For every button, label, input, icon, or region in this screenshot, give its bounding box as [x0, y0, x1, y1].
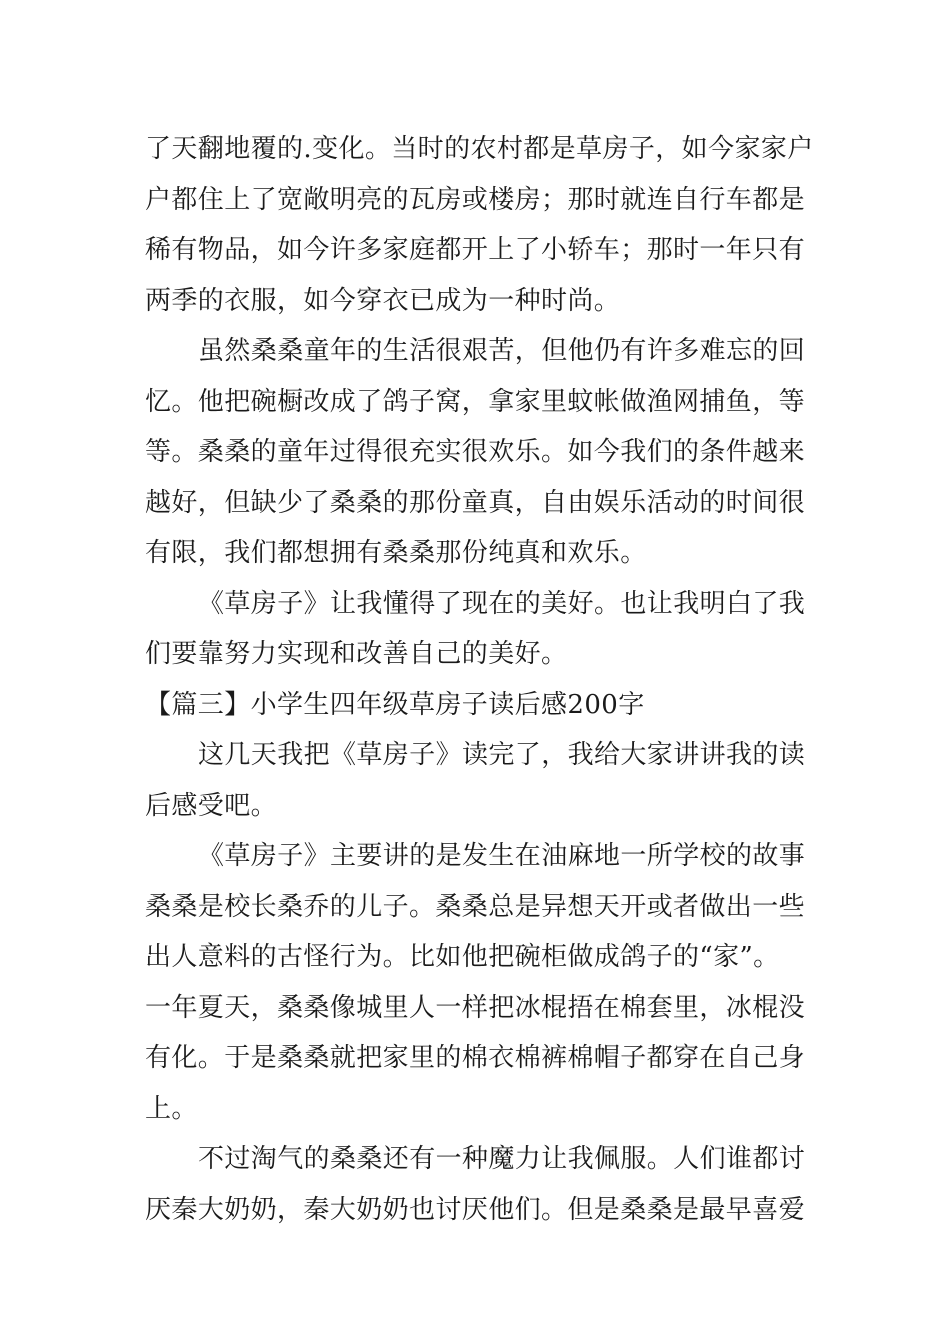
text-line: 厌秦大奶奶，秦大奶奶也讨厌他们。但是桑桑是最早喜爱: [145, 1194, 806, 1225]
paragraph-start-line: 《草房子》主要讲的是发生在油麻地一所学校的故事: [198, 841, 806, 871]
text-line: 后感受吧。: [145, 790, 278, 821]
paragraph-start-line: 《草房子》让我懂得了现在的美好。也让我明白了我: [198, 588, 806, 619]
text-line: 上。: [145, 1093, 198, 1124]
body-text: [145, 124, 814, 1235]
section-heading: 【篇三】小学生四年级草房子读后感200字: [145, 689, 645, 720]
text-line: 有化。于是桑桑就把家里的棉衣棉裤棉帽子都穿在自己身: [145, 1043, 806, 1073]
text-line: 忆。他把碗橱改成了鸽子窝，拿家里蚊帐做渔网捕鱼，等: [145, 386, 806, 417]
text-line: 出人意料的古怪行为。比如他把碗柜做成鸽子的“家”。: [145, 942, 780, 972]
text-line: 一年夏天，桑桑像城里人一样把冰棍捂在棉套里，冰棍没: [145, 992, 806, 1023]
paragraph-start-line: 这几天我把《草房子》读完了，我给大家讲讲我的读: [198, 740, 806, 770]
text-line: 有限，我们都想拥有桑桑那份纯真和欢乐。: [145, 538, 647, 568]
text-line: 桑桑是校长桑乔的儿子。桑桑总是异想天开或者做出一些: [145, 891, 806, 922]
paragraph-start-line: 虽然桑桑童年的生活很艰苦，但他仍有许多难忘的回: [198, 336, 806, 366]
text-line: 户都住上了宽敞明亮的瓦房或楼房；那时就连自行车都是: [145, 184, 806, 215]
text-line: 两季的衣服，如今穿衣已成为一种时尚。: [145, 285, 621, 316]
text-line: 等。桑桑的童年过得很充实很欢乐。如今我们的条件越来: [145, 437, 806, 467]
text-line: 们要靠努力实现和改善自己的美好。: [145, 639, 568, 669]
text-line: 了天翻地覆的.变化。当时的农村都是草房子，如今家家户: [145, 134, 814, 164]
text-line: 越好，但缺少了桑桑的那份童真，自由娱乐活动的时间很: [145, 487, 806, 518]
paragraph-start-line: 不过淘气的桑桑还有一种魔力让我佩服。人们谁都讨: [198, 1144, 806, 1174]
text-line: 稀有物品，如今许多家庭都开上了小轿车；那时一年只有: [145, 235, 806, 265]
